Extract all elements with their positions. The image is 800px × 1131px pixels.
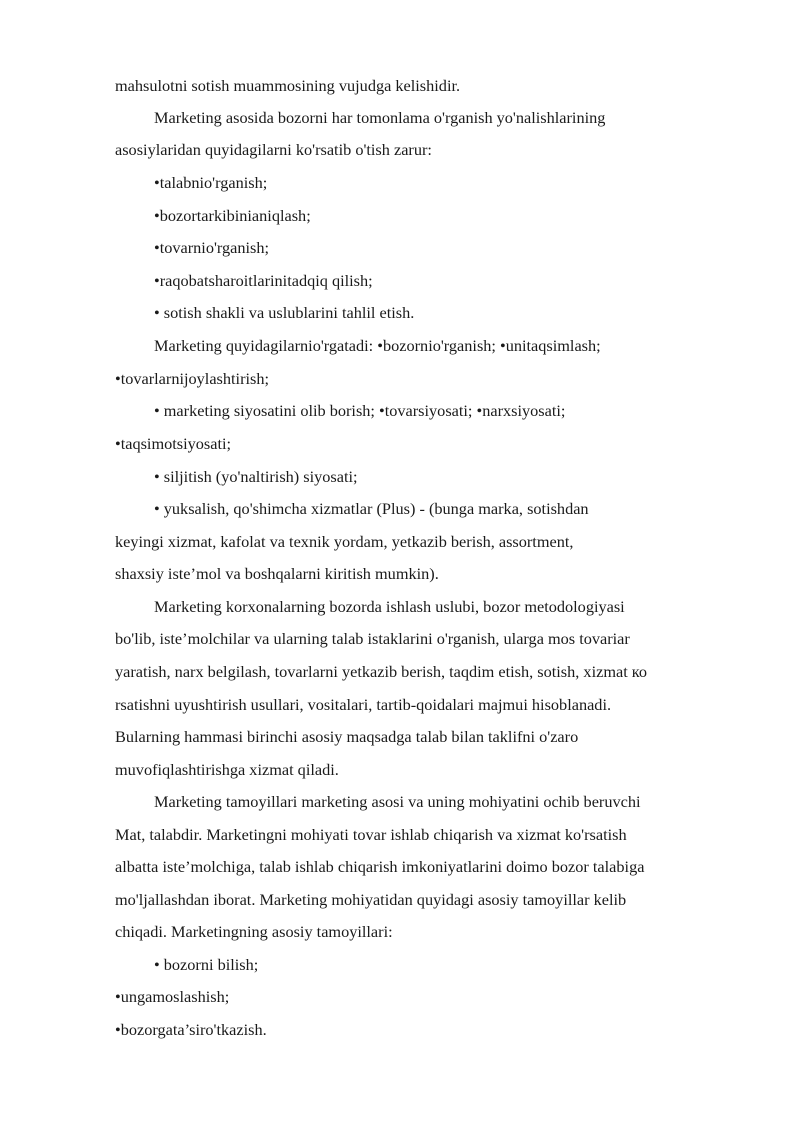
text-line: muvofiqlashtirishga xizmat qiladi. <box>115 760 339 779</box>
list-item: •tovarlarnijoylashtirish; <box>115 369 270 388</box>
text-line: yaratish, narx belgilash, tovarlarni yetkazib berish, taqdim etish, sotish, xizmat ко <box>115 662 648 681</box>
text-line: asosiylaridan quyidagilarni ko'rsatib o'tish zarur: <box>115 140 432 159</box>
text-line: mo'ljallashdan iborat. Marketing mohiyatidan quyidagi asosiy tamoyillar kelib <box>115 890 627 909</box>
list-item: • sotish shakli va uslublarini tahlil etish. <box>154 303 415 322</box>
list-item: • yuksalish, qo'shimcha xizmatlar (Plus) - (bunga marka, sotishdan <box>154 499 589 518</box>
text-line: keyingi xizmat, kafolat va texnik yordam, yetkazib berish, assortment, <box>115 532 574 551</box>
list-item: •tovarnio'rganish; <box>154 238 270 257</box>
list-item: •bozorgata’siro'tkazish. <box>115 1020 267 1039</box>
text-line: rsatishni uyushtirish usullari, vositalari, tartib-qoidalari majmui hisoblanadi. <box>115 695 612 714</box>
list-item: • siljitish (yo'naltirish) siyosati; <box>154 467 358 486</box>
text-line: Marketing quyidagilarnio'rgatadi: •bozornio'rganish; •unitaqsimlash; <box>154 336 601 355</box>
text-line: Mat, talabdir. Marketingni mohiyati tovar ishlab chiqarish va xizmat ko'rsatish <box>115 825 627 844</box>
list-item: • bozorni bilish; <box>154 955 259 974</box>
text-line: Marketing tamoyillari marketing asosi va uning mohiyatini ochib beruvchi <box>154 792 641 811</box>
text-line: Bularning hammasi birinchi asosiy maqsadga talab bilan taklifni o'zaro <box>115 727 579 746</box>
text-line: Marketing korxonalarning bozorda ishlash uslubi, bozor metodologiyasi <box>154 597 625 616</box>
text-line: albatta iste’molchiga, talab ishlab chiqarish imkoniyatlarini doimo bozor talabiga <box>115 857 645 876</box>
list-item: •raqobatsharoitlarinitadqiq qilish; <box>154 271 373 290</box>
list-item: •taqsimotsiyosati; <box>115 434 232 453</box>
list-item: •bozortarkibinianiqlash; <box>154 206 311 225</box>
text-line: Marketing asosida bozorni har tomonlama o'rganish yo'nalishlarining <box>154 108 606 127</box>
text-line: mahsulotni sotish muammosining vujudga kelishidir. <box>115 76 461 95</box>
text-line: chiqadi. Marketingning asosiy tamoyillari: <box>115 922 393 941</box>
list-item: •talabnio'rganish; <box>154 173 268 192</box>
list-item: • marketing siyosatini olib borish; •tovarsiyosati; •narxsiyosati; <box>154 401 566 420</box>
list-item: •ungamoslashish; <box>115 987 230 1006</box>
text-line: shaxsiy iste’mol va boshqalarni kiritish mumkin). <box>115 564 439 583</box>
text-line: bo'lib, iste’molchilar va ularning talab istaklarini o'rganish, ularga mos tovariar <box>115 629 630 648</box>
